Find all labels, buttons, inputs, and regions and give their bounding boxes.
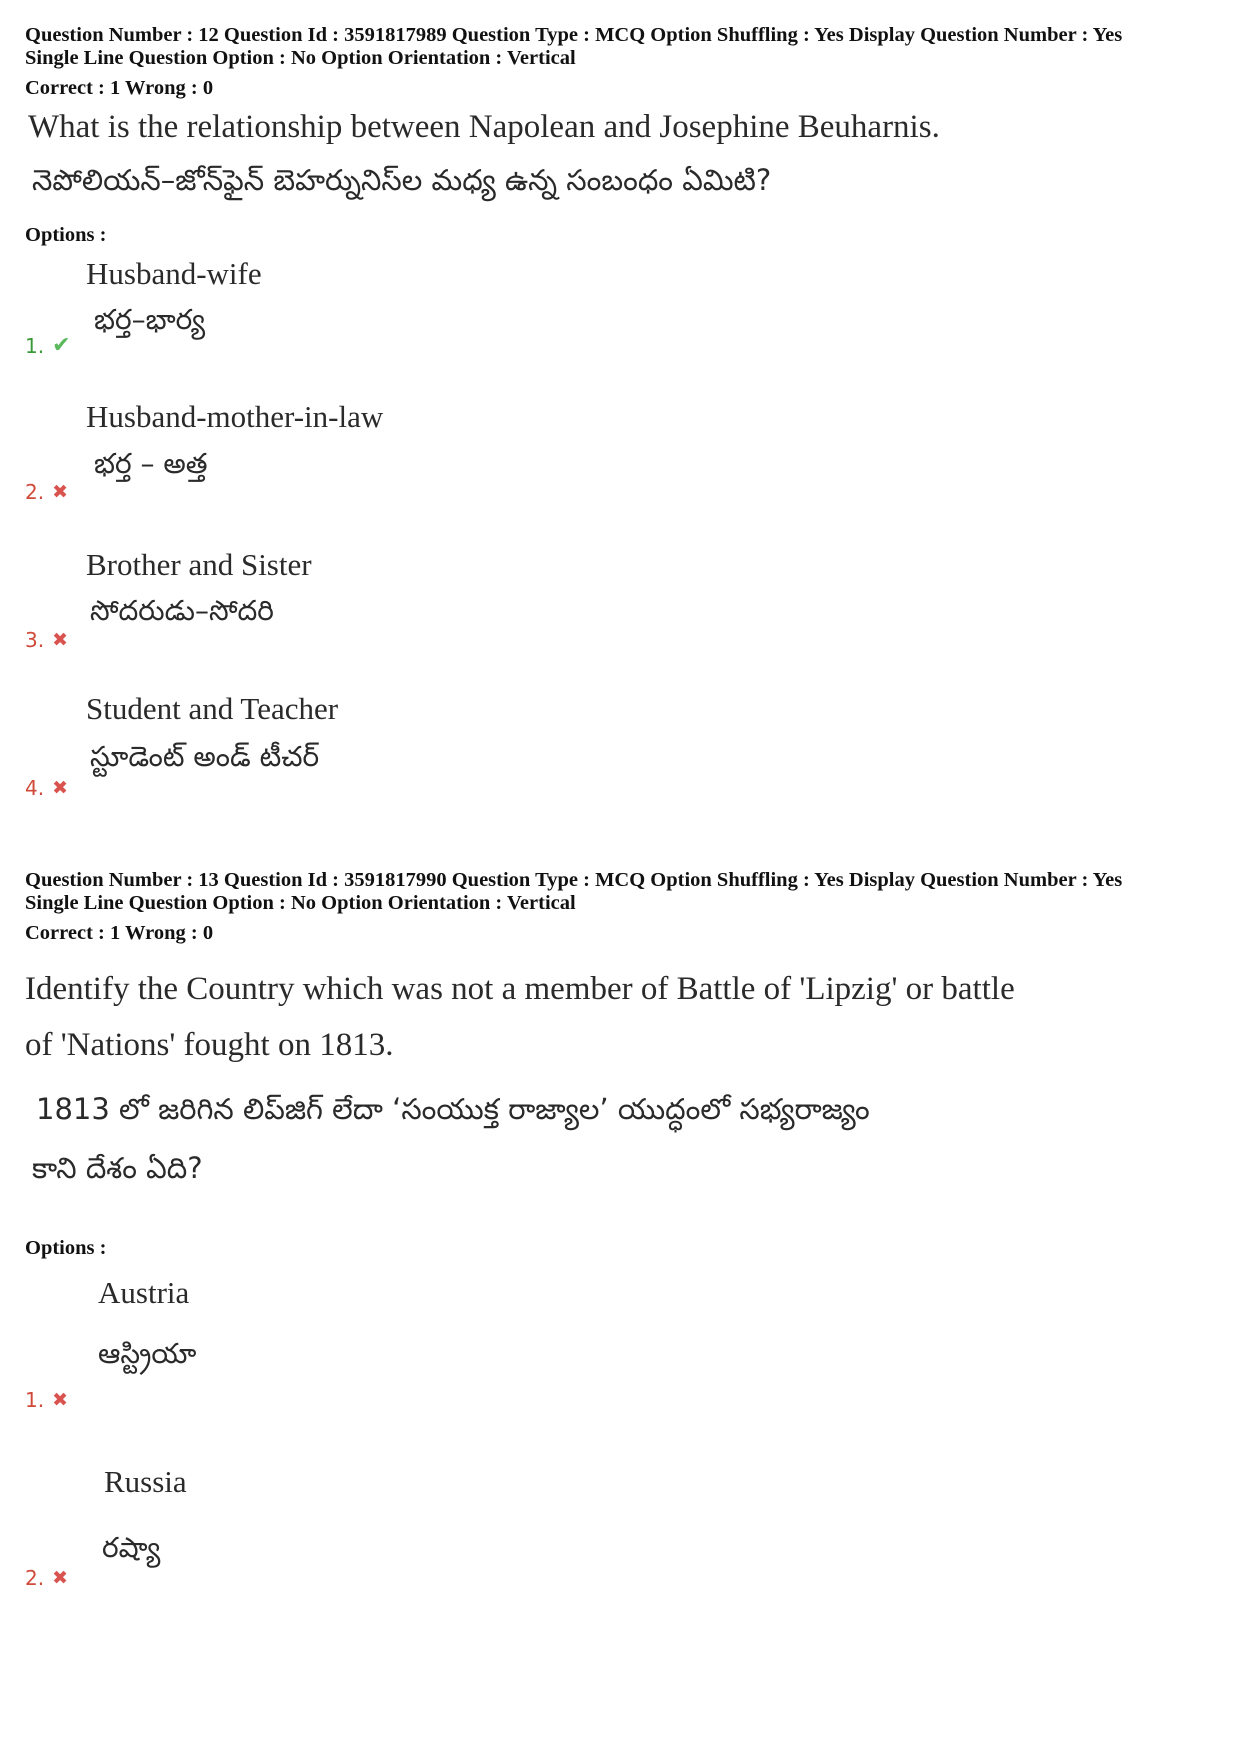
option-number-label: 3. [25,628,45,652]
question-text-en-line1: Identify the Country which was not a member of Battle of 'Lipzig' or battle [25,971,1015,1007]
option-text-te: స్టూడెంట్ అండ్ టీచర్ [90,740,320,773]
question-meta-line1: Question Number : 13 Question Id : 3591817990 Question Type : MCQ Option Shuffling : Yes Display Question Number : Yes [25,869,1123,891]
cross-icon: ✖ [52,629,69,651]
option-text-en: Austria [98,1275,190,1310]
question-meta-line2: Single Line Question Option : No Option Orientation : Vertical [25,892,576,914]
question-marks: Correct : 1 Wrong : 0 [25,77,214,99]
question-text-te: నెపోలియన్–జోన్‌ఫైన్ బెహర్నునిస్‌ల మధ్య ఉన్న సంబంధం ఏమిటి? [32,163,772,197]
question-meta-line1: Question Number : 12 Question Id : 3591817989 Question Type : MCQ Option Shuffling : Yes Display Question Number : Yes [25,24,1123,46]
option-text-te: రష్యా [102,1531,161,1564]
options-label: Options : [25,1237,107,1259]
option-number [25,778,68,798]
option-number [25,1390,68,1410]
question-text-en-line2: of 'Nations' fought on 1813. [25,1027,394,1063]
question-marks: Correct : 1 Wrong : 0 [25,922,214,944]
options-label: Options : [25,224,107,246]
option-text-te: ఆస్ట్రియా [98,1337,197,1370]
option-number-label: 2. [25,480,45,504]
option-number [25,1568,68,1588]
cross-icon: ✖ [52,777,69,799]
question-text-te-line1: 1813 లో జరిగిన లిప్‌జిగ్ లేదా ‘సంయుక్త రాజ్యాల’ యుద్ధంలో సభ్యరాజ్యం [36,1092,870,1126]
option-number-label: 1. [25,1388,45,1412]
question-text-te-line2: కాని దేశం ఏది? [32,1151,203,1185]
option-text-en: Husband-wife [86,256,262,291]
option-text-en: Brother and Sister [86,547,312,582]
option-text-en: Student and Teacher [86,691,339,726]
question-meta-line2: Single Line Question Option : No Option Orientation : Vertical [25,47,576,69]
check-icon: ✔ [52,333,71,358]
cross-icon: ✖ [52,1389,69,1411]
option-number [25,482,68,502]
option-number-label: 2. [25,1566,45,1590]
option-text-te: సోదరుడు–సోదరి [90,594,274,627]
option-text-te: భర్త–భార్య [94,303,206,336]
option-number [25,335,71,357]
question-text-en: What is the relationship between Napolean and Josephine Beuharnis. [28,109,940,145]
option-text-en: Husband-mother-in-law [86,399,384,434]
option-number [25,630,68,650]
option-number-label: 4. [25,776,45,800]
option-text-en: Russia [104,1464,187,1499]
option-number-label: 1. [25,334,45,358]
option-text-te: భర్త – అత్త [94,447,208,480]
cross-icon: ✖ [52,481,69,503]
cross-icon: ✖ [52,1567,69,1589]
